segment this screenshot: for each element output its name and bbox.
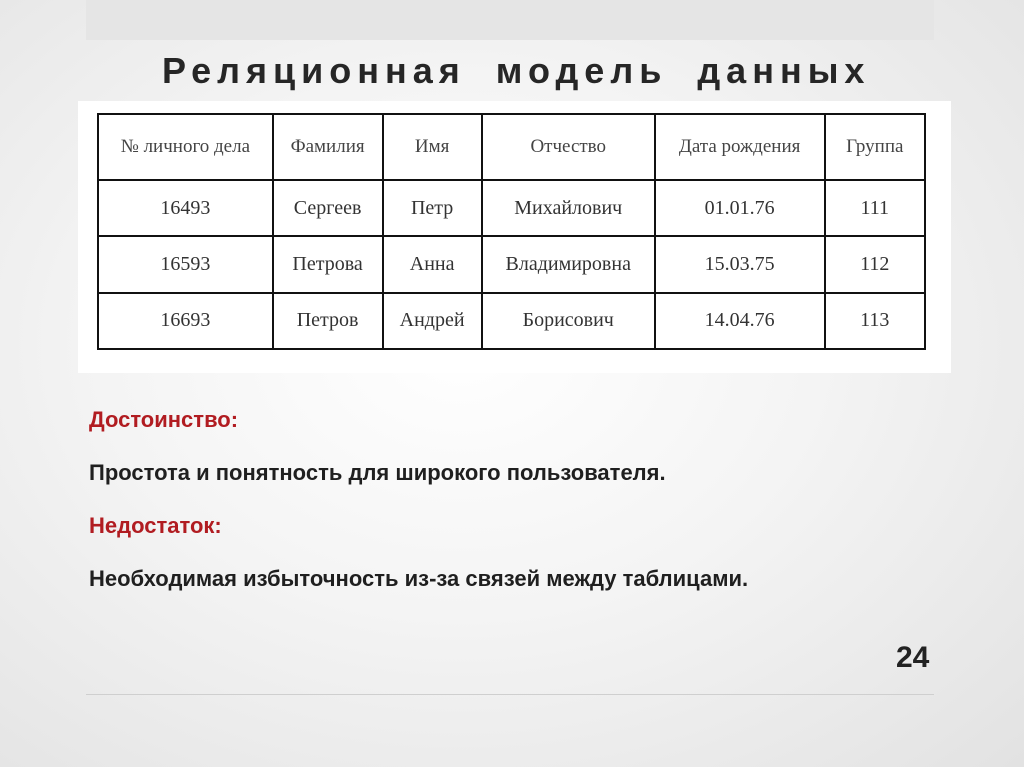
cell-patronymic: Михайлович — [482, 180, 655, 236]
cell-record-number: 16593 — [98, 236, 273, 292]
top-decorative-band — [86, 0, 934, 40]
column-header-surname: Фамилия — [273, 114, 383, 180]
slide-body — [89, 402, 989, 614]
relational-table — [97, 113, 926, 350]
cell-birth-date: 01.01.76 — [655, 180, 825, 236]
cell-birth-date: 14.04.76 — [655, 293, 825, 349]
table-panel — [78, 101, 951, 373]
cell-group: 113 — [825, 293, 925, 349]
column-header-birth-date: Дата рождения — [655, 114, 825, 180]
advantage-text: Простота и понятность для широкого пользователя. — [89, 460, 666, 485]
column-header-group: Группа — [825, 114, 925, 180]
disadvantage-heading: Недостаток: — [89, 513, 222, 538]
cell-birth-date: 15.03.75 — [655, 236, 825, 292]
table-row — [98, 236, 925, 292]
table-row — [98, 180, 925, 236]
cell-group: 111 — [825, 180, 925, 236]
cell-surname: Петров — [273, 293, 383, 349]
column-header-first-name: Имя — [383, 114, 482, 180]
cell-group: 112 — [825, 236, 925, 292]
cell-patronymic: Владимировна — [482, 236, 655, 292]
slide-title: Реляционная модель данных — [162, 50, 871, 91]
cell-record-number: 16693 — [98, 293, 273, 349]
column-header-record-number: № личного дела — [98, 114, 273, 180]
cell-record-number: 16493 — [98, 180, 273, 236]
cell-first-name: Анна — [383, 236, 482, 292]
footer-divider — [86, 694, 934, 695]
table-row — [98, 293, 925, 349]
cell-patronymic: Борисович — [482, 293, 655, 349]
disadvantage-text: Необходимая избыточность из-за связей между таблицами. — [89, 566, 749, 591]
cell-surname: Петрова — [273, 236, 383, 292]
cell-surname: Сергеев — [273, 180, 383, 236]
cell-first-name: Петр — [383, 180, 482, 236]
cell-first-name: Андрей — [383, 293, 482, 349]
page-number: 24 — [896, 641, 930, 674]
advantage-heading: Достоинство: — [89, 407, 239, 432]
table-header-row — [98, 114, 925, 180]
column-header-patronymic: Отчество — [482, 114, 655, 180]
